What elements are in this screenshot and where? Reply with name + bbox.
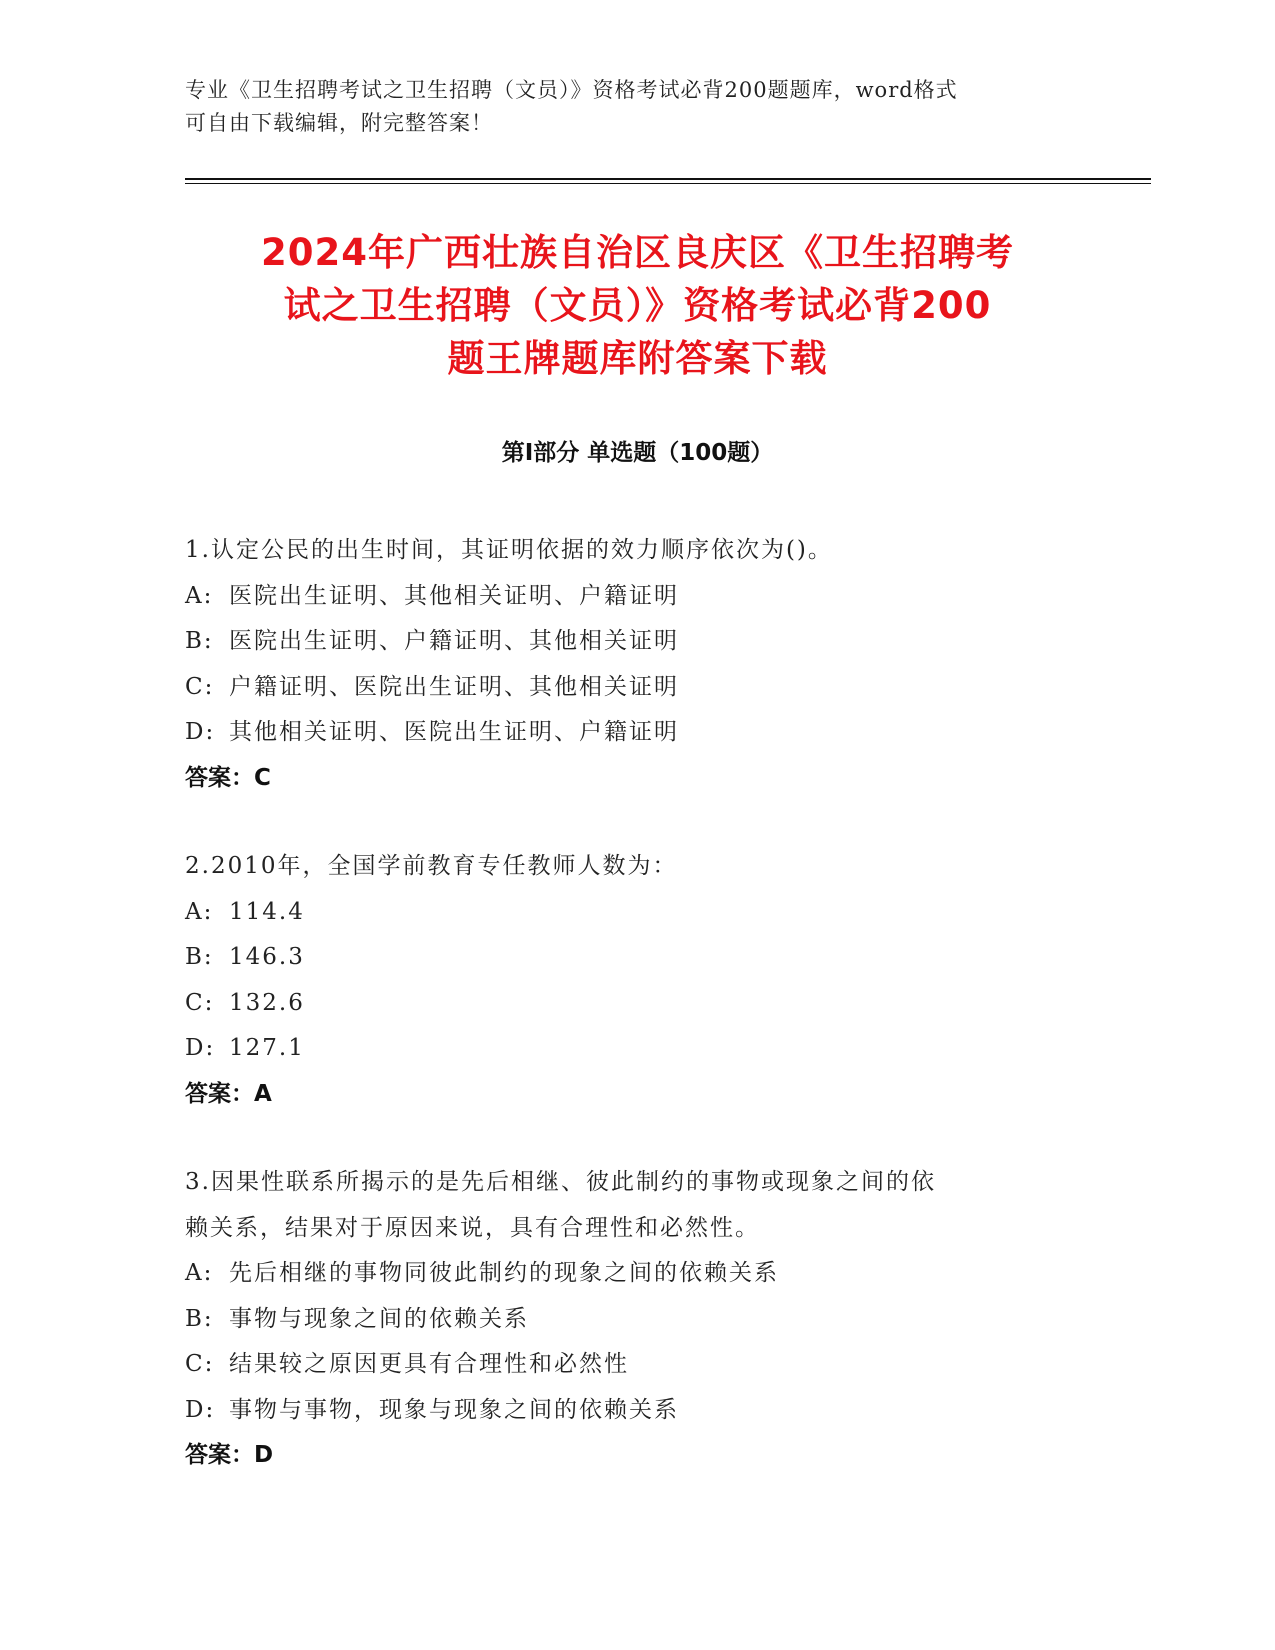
question-3 xyxy=(185,1160,1065,1479)
option-key: D: xyxy=(185,1396,216,1423)
option-a xyxy=(185,1251,1065,1297)
option-a xyxy=(185,890,1065,936)
question-stem: 1.认定公民的出生时间，其证明依据的效力顺序依次为()。 xyxy=(185,537,833,563)
option-b xyxy=(185,1297,1065,1343)
answer: 答案：A xyxy=(185,1080,272,1107)
option-a xyxy=(185,574,1065,620)
question-1 xyxy=(185,528,1065,801)
option-c xyxy=(185,1342,1065,1388)
header-divider-thick xyxy=(185,178,1151,180)
document-title-line-3: 题王牌题库附答案下载 xyxy=(447,337,828,380)
question-stem-line-2: 赖关系，结果对于原因来说，具有合理性和必然性。 xyxy=(185,1214,760,1241)
option-key: C: xyxy=(185,673,215,700)
option-key: B: xyxy=(185,628,214,654)
option-text: 户籍证明、医院出生证明、其他相关证明 xyxy=(229,673,679,700)
header-note-line-2: 可自由下载编辑，附完整答案！ xyxy=(185,111,493,135)
document-title xyxy=(160,226,1115,385)
question-stem: 2.2010年，全国学前教育专任教师人数为： xyxy=(185,853,678,879)
option-key: B: xyxy=(185,1305,214,1332)
option-key: A: xyxy=(185,1260,214,1286)
option-key: D: xyxy=(185,719,216,745)
option-b xyxy=(185,935,1065,981)
option-text: 127.1 xyxy=(229,1035,305,1061)
question-stem-line-1: 3.因果性联系所揭示的是先后相继、彼此制约的事物或现象之间的依 xyxy=(185,1169,936,1195)
option-text: 医院出生证明、户籍证明、其他相关证明 xyxy=(229,628,679,654)
option-d xyxy=(185,710,1065,756)
option-text: 事物与现象之间的依赖关系 xyxy=(229,1305,529,1332)
option-text: 医院出生证明、其他相关证明、户籍证明 xyxy=(229,582,679,609)
option-text: 146.3 xyxy=(229,944,305,970)
option-d xyxy=(185,1388,1065,1434)
option-d xyxy=(185,1026,1065,1072)
header-divider-thin xyxy=(185,183,1151,184)
option-text: 其他相关证明、医院出生证明、户籍证明 xyxy=(229,719,679,745)
option-key: D: xyxy=(185,1035,216,1061)
option-b xyxy=(185,619,1065,665)
option-text: 结果较之原因更具有合理性和必然性 xyxy=(229,1351,629,1377)
question-list xyxy=(185,528,1065,1522)
option-c xyxy=(185,665,1065,711)
answer: 答案：C xyxy=(185,764,271,791)
option-key: A: xyxy=(185,898,214,925)
document-title-line-2: 试之卫生招聘（文员）》资格考试必背200 xyxy=(283,284,992,327)
answer: 答案：D xyxy=(185,1442,274,1468)
option-key: A: xyxy=(185,582,214,609)
header-note-line-1: 专业《卫生招聘考试之卫生招聘（文员）》资格考试必背200题题库，word格式 xyxy=(185,78,958,102)
question-2 xyxy=(185,844,1065,1117)
section-heading: 第Ⅰ部分 单选题（100题） xyxy=(501,440,774,466)
option-text: 事物与事物，现象与现象之间的依赖关系 xyxy=(229,1396,679,1423)
document-title-line-1: 2024年广西壮族自治区良庆区《卫生招聘考 xyxy=(261,231,1014,274)
option-c xyxy=(185,981,1065,1027)
option-key: B: xyxy=(185,944,214,970)
header-note xyxy=(185,74,1065,140)
option-text: 先后相继的事物同彼此制约的现象之间的依赖关系 xyxy=(229,1260,779,1286)
option-text: 132.6 xyxy=(229,989,305,1016)
option-key: C: xyxy=(185,1351,215,1377)
option-text: 114.4 xyxy=(229,898,305,925)
option-key: C: xyxy=(185,989,215,1016)
